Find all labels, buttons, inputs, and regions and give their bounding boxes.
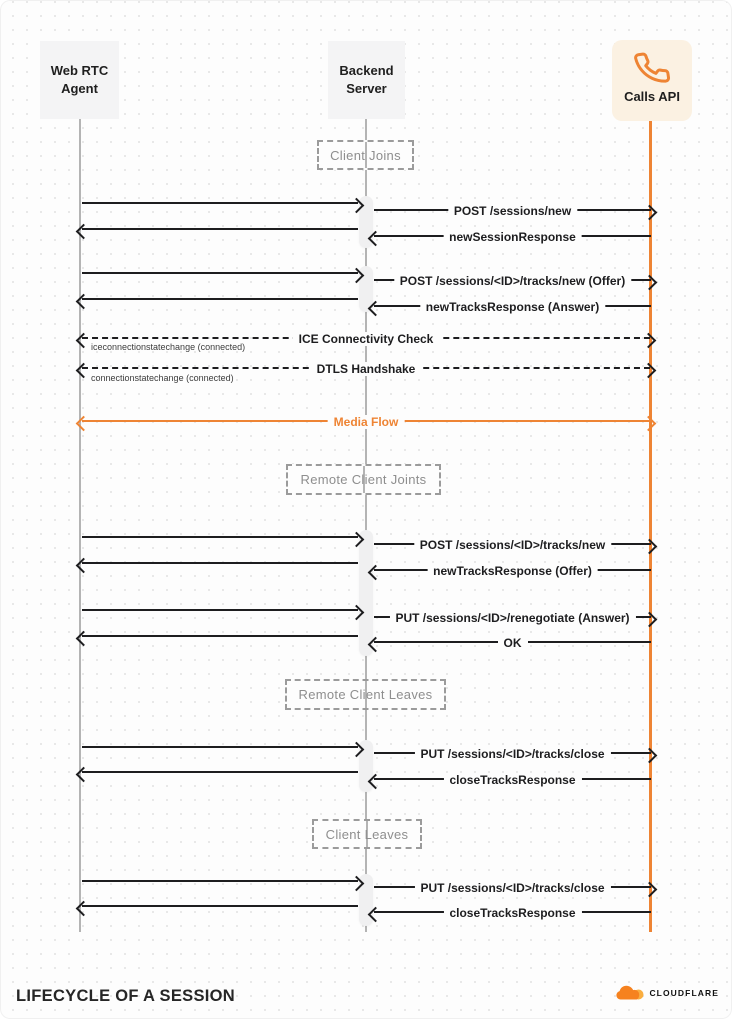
section-label: Client Joins	[330, 147, 401, 163]
section-label: Client Leaves	[325, 826, 409, 842]
arrow-right	[374, 610, 651, 625]
message-label: closeTracksResponse	[443, 773, 581, 787]
arrow-right	[82, 746, 358, 748]
message-label: closeTracksResponse	[443, 906, 581, 920]
actor-webrtc-agent	[40, 41, 119, 119]
arrow-right	[82, 202, 358, 204]
lifeline-webrtc-agent	[79, 119, 81, 932]
arrow-left	[374, 772, 651, 787]
message-note: iceconnectionstatechange (connected)	[91, 342, 246, 352]
message-label: PUT /sessions/<ID>/renegotiate (Answer)	[389, 611, 635, 625]
lifeline-calls-api	[649, 121, 652, 932]
message-label: POST /sessions/<ID>/tracks/new	[414, 538, 611, 552]
actor-calls-api	[612, 40, 692, 121]
message-label: newSessionResponse	[443, 230, 582, 244]
arrow-right	[374, 203, 651, 218]
message-label: newTracksResponse (Offer)	[427, 564, 598, 578]
message-note: connectionstatechange (connected)	[91, 373, 234, 383]
message-label: PUT /sessions/<ID>/tracks/close	[414, 747, 610, 761]
actor-backend-server	[328, 41, 405, 119]
arrow-right	[374, 537, 651, 552]
message-label: PUT /sessions/<ID>/tracks/close	[414, 881, 610, 895]
message-label: DTLS Handshake	[311, 362, 422, 376]
arrow-right	[82, 609, 358, 611]
section-remote-client-joints	[286, 464, 441, 495]
message-label: POST /sessions/<ID>/tracks/new (Offer)	[394, 274, 631, 288]
message-label: Media Flow	[328, 415, 405, 429]
section-client-leaves	[312, 819, 422, 849]
arrow-right	[82, 272, 358, 274]
arrow-bidirectional	[82, 331, 650, 346]
arrow-right	[82, 880, 358, 882]
activation-bar	[359, 530, 373, 656]
arrow-left	[374, 299, 651, 314]
arrow-left	[82, 905, 358, 907]
actor-label: Calls API	[624, 89, 680, 104]
arrow-left	[374, 635, 651, 650]
section-client-joins	[317, 140, 414, 170]
arrow-right	[374, 273, 651, 288]
arrow-right	[374, 746, 651, 761]
section-label: Remote Client Leaves	[298, 687, 433, 702]
page-title: LIFECYCLE OF A SESSION	[16, 987, 235, 1005]
actor-label: Web RTC Agent	[50, 62, 109, 96]
phone-icon	[632, 48, 673, 89]
cloudflare-wordmark: CLOUDFLARE	[649, 987, 719, 998]
cloudflare-brand	[615, 985, 719, 1000]
arrow-left	[82, 635, 358, 637]
arrow-left	[82, 562, 358, 564]
message-label: newTracksResponse (Answer)	[420, 300, 605, 314]
arrow-right	[374, 880, 651, 895]
arrow-bidirectional	[82, 361, 650, 376]
arrow-left	[82, 298, 358, 300]
arrow-left	[82, 771, 358, 773]
arrow-left	[374, 229, 651, 244]
arrow-right	[82, 536, 358, 538]
actor-label: Backend Server	[339, 62, 394, 96]
message-label: POST /sessions/new	[448, 204, 577, 218]
arrow-bidirectional	[82, 414, 650, 429]
arrow-left	[374, 563, 651, 578]
arrow-left	[82, 228, 358, 230]
section-remote-client-leaves	[285, 679, 446, 710]
section-label: Remote Client Joints	[300, 472, 427, 487]
arrow-left	[374, 905, 651, 920]
message-label: OK	[498, 636, 528, 650]
cloudflare-logo	[615, 985, 645, 1000]
message-label: ICE Connectivity Check	[293, 332, 440, 346]
